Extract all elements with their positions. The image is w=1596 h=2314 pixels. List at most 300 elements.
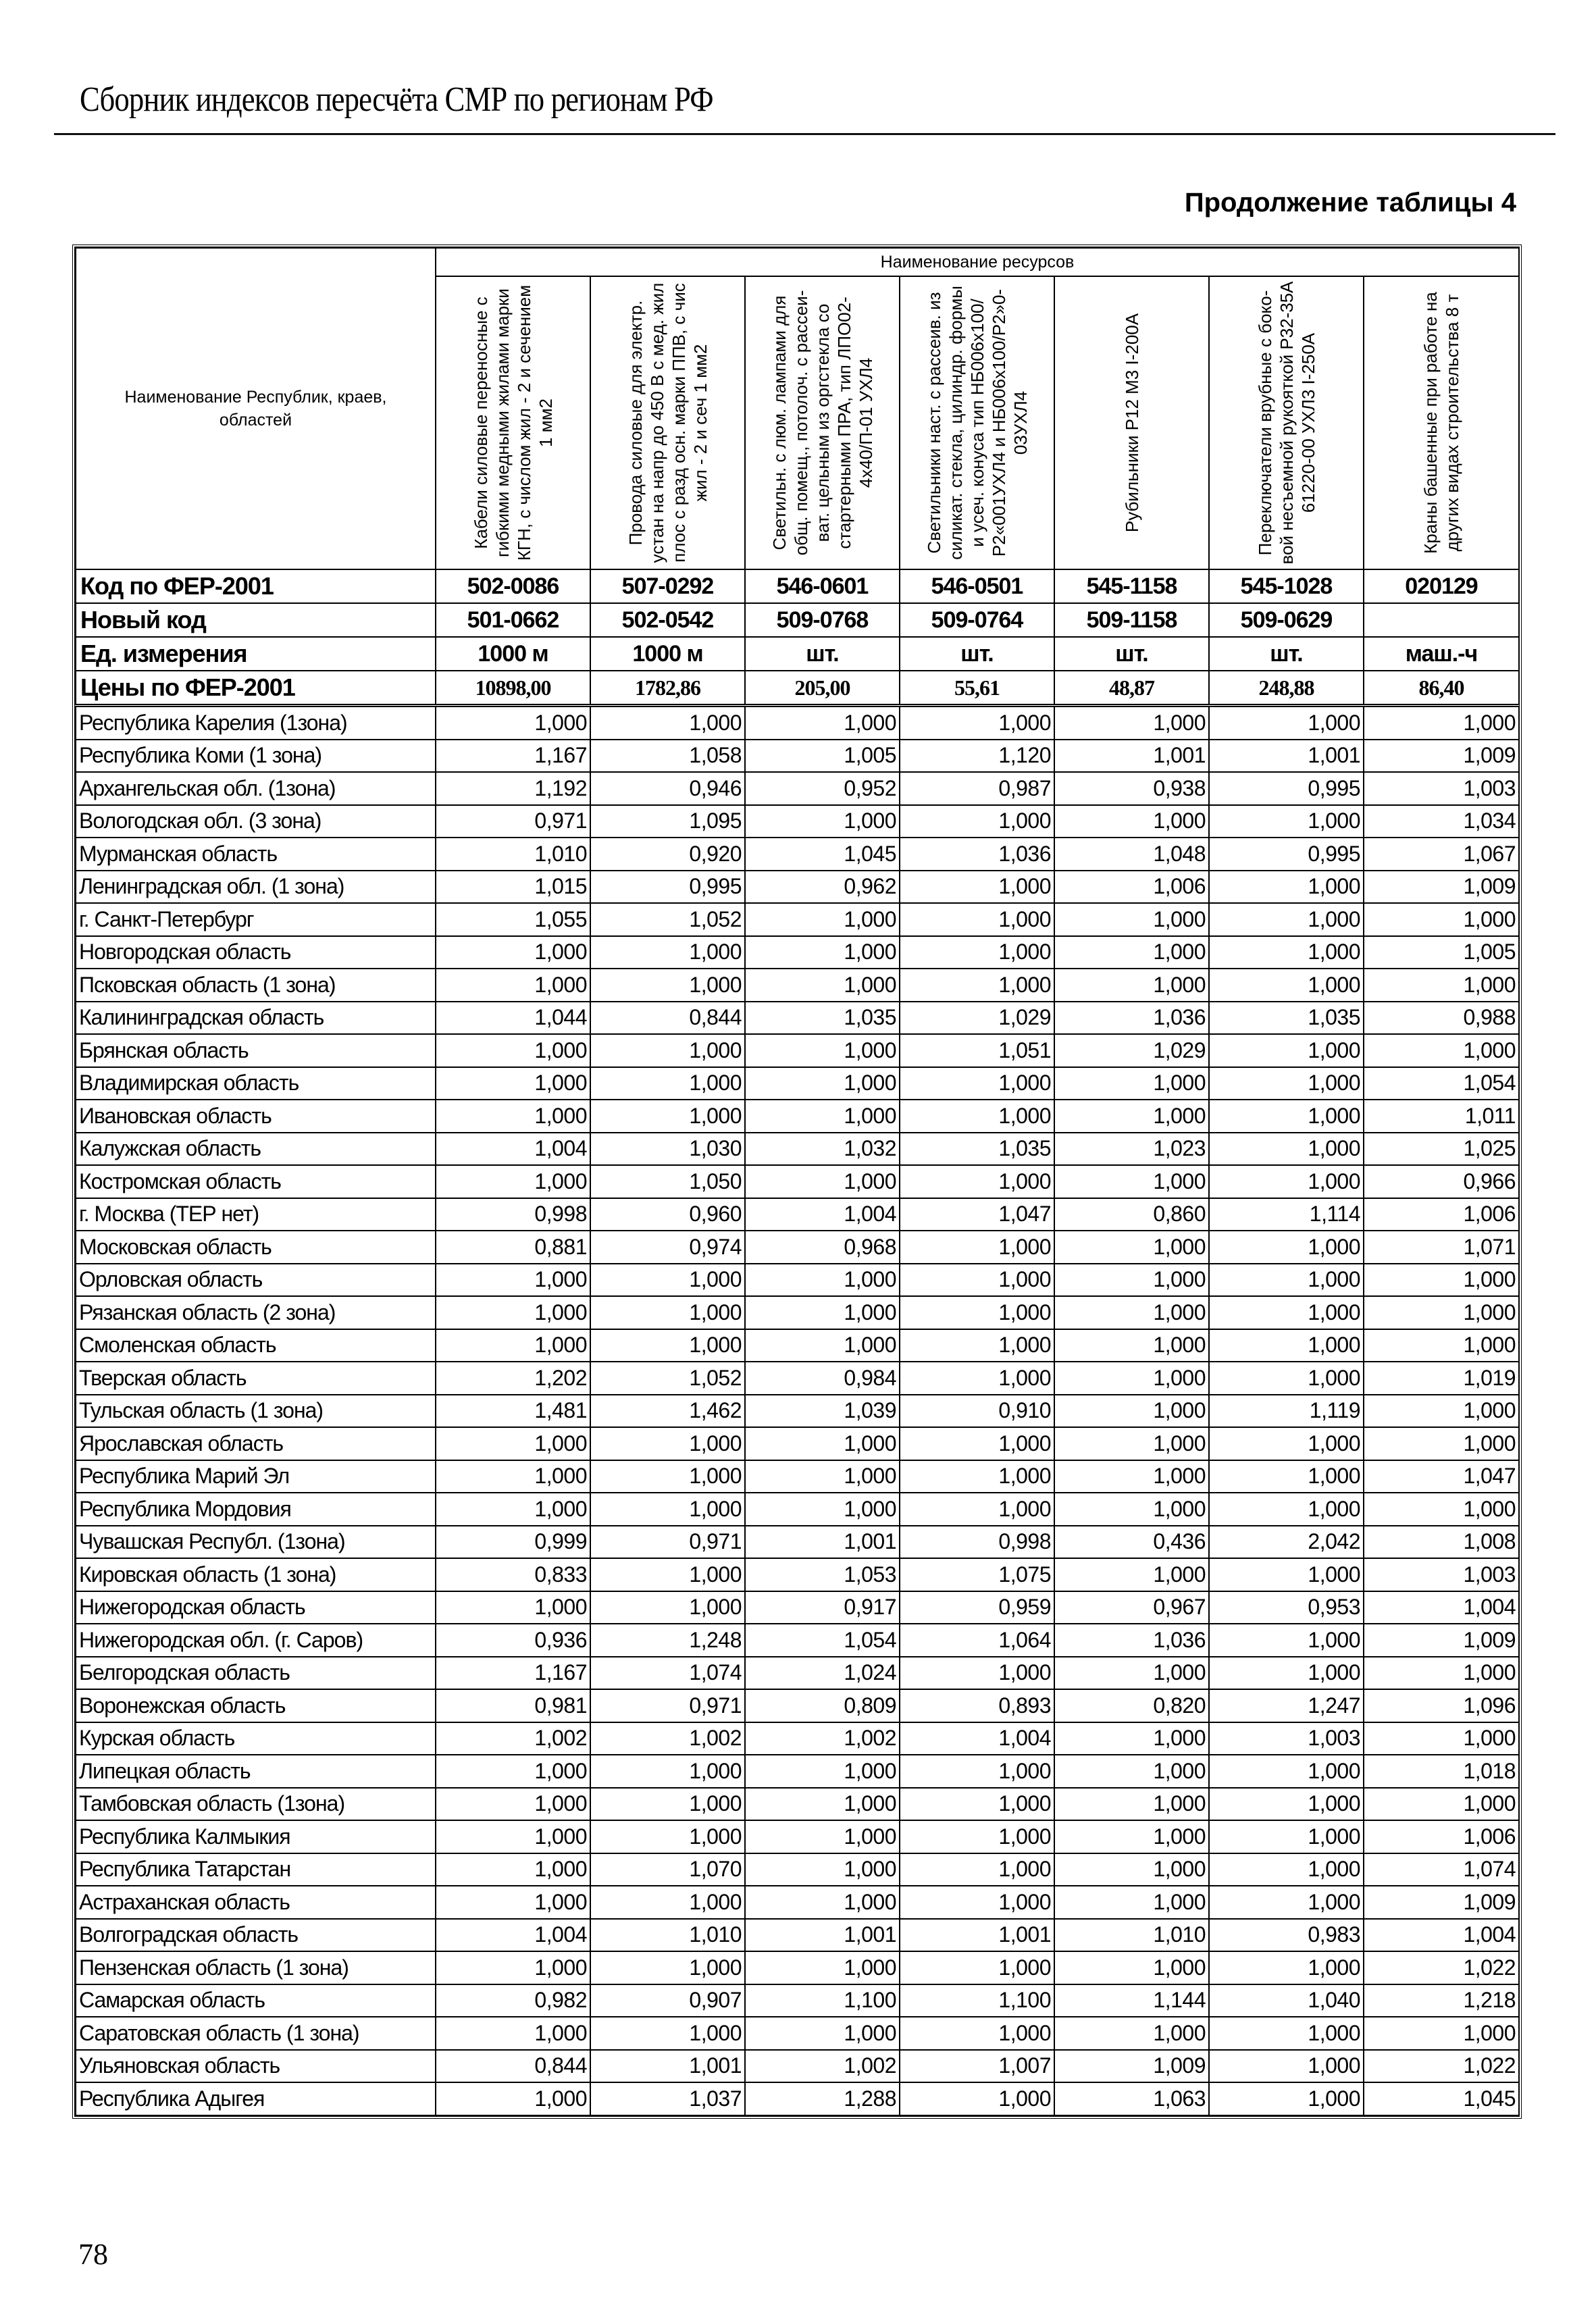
region-name-cell: Кировская область (1 зона) bbox=[76, 1558, 436, 1591]
region-name-cell: Брянская область bbox=[76, 1034, 436, 1067]
index-value-cell: 1,000 bbox=[436, 1493, 590, 1526]
region-name-cell: Тульская область (1 зона) bbox=[76, 1395, 436, 1428]
index-value-cell: 1,000 bbox=[436, 1427, 590, 1460]
unit-cell: шт. bbox=[745, 637, 900, 671]
index-value-cell: 1,006 bbox=[1364, 1198, 1519, 1231]
index-value-cell: 1,000 bbox=[1054, 1296, 1209, 1329]
index-value-cell: 1,000 bbox=[1209, 903, 1364, 936]
region-name-cell: Республика Мордовия bbox=[76, 1493, 436, 1526]
index-value-cell: 1,052 bbox=[590, 1362, 745, 1395]
page-number: 78 bbox=[78, 2238, 108, 2271]
index-value-cell: 1,001 bbox=[745, 1919, 900, 1952]
table-row bbox=[76, 1886, 1519, 1919]
index-value-cell: 1,000 bbox=[436, 1100, 590, 1133]
region-name-cell: Костромская область bbox=[76, 1165, 436, 1198]
index-value-cell: 1,000 bbox=[436, 1853, 590, 1886]
index-value-cell: 1,024 bbox=[745, 1657, 900, 1690]
table-row bbox=[76, 1100, 1519, 1133]
index-value-cell: 1,075 bbox=[900, 1558, 1054, 1591]
region-name-cell: Республика Карелия (1зона) bbox=[76, 706, 436, 740]
index-value-cell: 1,002 bbox=[745, 1722, 900, 1755]
index-value-cell: 1,063 bbox=[1054, 2082, 1209, 2115]
new-code-cell: 509-0764 bbox=[900, 603, 1054, 637]
table-row bbox=[76, 1788, 1519, 1821]
index-value-cell: 1,000 bbox=[590, 1034, 745, 1067]
resource-description: Переключатели врубные с боко-вой несъемной рукояткой Р32-35А 61220-00 УХЛ3 I-250А bbox=[1254, 281, 1318, 565]
index-value-cell: 1,000 bbox=[590, 706, 745, 740]
index-value-cell: 0,981 bbox=[436, 1689, 590, 1722]
index-value-cell: 1,022 bbox=[1364, 2050, 1519, 2083]
index-value-cell: 0,998 bbox=[900, 1526, 1054, 1559]
index-value-cell: 1,000 bbox=[1364, 1788, 1519, 1821]
table-row bbox=[76, 1165, 1519, 1198]
index-value-cell: 1,035 bbox=[1209, 1002, 1364, 1035]
index-value-cell: 1,000 bbox=[436, 1755, 590, 1788]
unit-row bbox=[76, 637, 1519, 671]
index-value-cell: 1,000 bbox=[1209, 969, 1364, 1002]
index-value-cell: 1,003 bbox=[1364, 772, 1519, 805]
index-value-cell: 1,005 bbox=[745, 740, 900, 773]
index-value-cell: 1,100 bbox=[900, 1984, 1054, 2017]
regional-index-table-container bbox=[72, 245, 1522, 2119]
price-row bbox=[76, 671, 1519, 706]
index-value-cell: 1,000 bbox=[900, 1788, 1054, 1821]
index-value-cell: 1,000 bbox=[900, 2017, 1054, 2050]
region-name-cell: Республика Калмыкия bbox=[76, 1820, 436, 1853]
index-value-cell: 1,001 bbox=[745, 1526, 900, 1559]
index-value-cell: 1,000 bbox=[1364, 969, 1519, 1002]
index-value-cell: 1,044 bbox=[436, 1002, 590, 1035]
index-value-cell: 1,000 bbox=[1209, 1493, 1364, 1526]
index-value-cell: 1,000 bbox=[1209, 1460, 1364, 1493]
table-row bbox=[76, 1329, 1519, 1362]
index-value-cell: 1,247 bbox=[1209, 1689, 1364, 1722]
region-name-cell: Республика Татарстан bbox=[76, 1853, 436, 1886]
index-value-cell: 1,004 bbox=[900, 1722, 1054, 1755]
price-cell: 86,40 bbox=[1364, 671, 1519, 706]
index-value-cell: 1,000 bbox=[1209, 1427, 1364, 1460]
index-value-cell: 1,202 bbox=[436, 1362, 590, 1395]
index-value-cell: 1,000 bbox=[590, 1591, 745, 1624]
index-value-cell: 1,037 bbox=[590, 2082, 745, 2115]
index-value-cell: 1,000 bbox=[1209, 1755, 1364, 1788]
region-name-cell: Смоленская область bbox=[76, 1329, 436, 1362]
region-name-cell: Псковская область (1 зона) bbox=[76, 969, 436, 1002]
index-value-cell: 1,000 bbox=[1364, 1296, 1519, 1329]
index-value-cell: 0,820 bbox=[1054, 1689, 1209, 1722]
index-value-cell: 1,000 bbox=[1209, 805, 1364, 838]
index-value-cell: 1,000 bbox=[900, 903, 1054, 936]
table-row bbox=[76, 1526, 1519, 1559]
fer-code-row bbox=[76, 569, 1519, 603]
index-value-cell: 1,000 bbox=[745, 1788, 900, 1821]
index-value-cell: 0,974 bbox=[590, 1231, 745, 1264]
new-code-cell: 509-1158 bbox=[1054, 603, 1209, 637]
index-value-cell: 1,003 bbox=[1364, 1558, 1519, 1591]
index-value-cell: 1,000 bbox=[590, 936, 745, 969]
index-value-cell: 1,000 bbox=[1209, 1133, 1364, 1166]
table-row bbox=[76, 1657, 1519, 1690]
index-value-cell: 1,000 bbox=[900, 1165, 1054, 1198]
new-code-cell: 501-0662 bbox=[436, 603, 590, 637]
price-cell: 10898,00 bbox=[436, 671, 590, 706]
index-value-cell: 1,029 bbox=[1054, 1034, 1209, 1067]
index-value-cell: 1,001 bbox=[1054, 740, 1209, 773]
index-value-cell: 1,030 bbox=[590, 1133, 745, 1166]
new-code-cell: 509-0768 bbox=[745, 603, 900, 637]
index-value-cell: 1,000 bbox=[1054, 1493, 1209, 1526]
index-value-cell: 1,023 bbox=[1054, 1133, 1209, 1166]
index-value-cell: 1,114 bbox=[1209, 1198, 1364, 1231]
index-value-cell: 1,000 bbox=[1209, 2017, 1364, 2050]
region-name-cell: Ярославская область bbox=[76, 1427, 436, 1460]
table-row bbox=[76, 1296, 1519, 1329]
index-value-cell: 0,960 bbox=[590, 1198, 745, 1231]
index-value-cell: 1,000 bbox=[745, 1820, 900, 1853]
index-value-cell: 1,009 bbox=[1054, 2050, 1209, 2083]
index-value-cell: 1,000 bbox=[1364, 1264, 1519, 1297]
region-name-cell: Курская область bbox=[76, 1722, 436, 1755]
index-value-cell: 0,893 bbox=[900, 1689, 1054, 1722]
region-name-cell: г. Санкт-Петербург bbox=[76, 903, 436, 936]
index-value-cell: 1,000 bbox=[436, 2082, 590, 2115]
index-value-cell: 1,000 bbox=[1209, 1558, 1364, 1591]
index-value-cell: 1,047 bbox=[1364, 1460, 1519, 1493]
index-value-cell: 0,920 bbox=[590, 838, 745, 871]
index-value-cell: 1,000 bbox=[436, 1296, 590, 1329]
index-value-cell: 1,000 bbox=[590, 1329, 745, 1362]
price-row-label: Цены по ФЕР-2001 bbox=[76, 671, 436, 706]
index-value-cell: 0,995 bbox=[1209, 838, 1364, 871]
table-row bbox=[76, 1493, 1519, 1526]
index-value-cell: 0,946 bbox=[590, 772, 745, 805]
index-value-cell: 1,000 bbox=[590, 1067, 745, 1100]
index-value-cell: 1,462 bbox=[590, 1395, 745, 1428]
resource-column-header bbox=[1209, 276, 1364, 569]
table-row bbox=[76, 1198, 1519, 1231]
index-value-cell: 1,001 bbox=[900, 1919, 1054, 1952]
table-row bbox=[76, 1820, 1519, 1853]
index-value-cell: 1,000 bbox=[1054, 1558, 1209, 1591]
resource-column-header bbox=[436, 276, 590, 569]
index-value-cell: 1,000 bbox=[436, 1460, 590, 1493]
region-name-cell: Тамбовская область (1зона) bbox=[76, 1788, 436, 1821]
region-name-cell: Республика Адыгея bbox=[76, 2082, 436, 2115]
index-value-cell: 1,000 bbox=[1209, 1820, 1364, 1853]
region-name-cell: Республика Марий Эл bbox=[76, 1460, 436, 1493]
index-value-cell: 1,000 bbox=[1209, 1296, 1364, 1329]
region-name-cell: Самарская область bbox=[76, 1984, 436, 2017]
index-value-cell: 1,000 bbox=[745, 1067, 900, 1100]
resource-column-header bbox=[900, 276, 1054, 569]
resource-column-header bbox=[1364, 276, 1519, 569]
index-value-cell: 1,120 bbox=[900, 740, 1054, 773]
index-value-cell: 1,029 bbox=[900, 1002, 1054, 1035]
index-value-cell: 1,000 bbox=[1054, 1820, 1209, 1853]
index-value-cell: 1,000 bbox=[590, 2017, 745, 2050]
index-value-cell: 1,000 bbox=[900, 1886, 1054, 1919]
index-value-cell: 1,000 bbox=[1209, 1100, 1364, 1133]
index-value-cell: 1,000 bbox=[1054, 1231, 1209, 1264]
index-value-cell: 1,000 bbox=[745, 2017, 900, 2050]
index-value-cell: 1,000 bbox=[1054, 1755, 1209, 1788]
index-value-cell: 1,000 bbox=[436, 1165, 590, 1198]
index-value-cell: 1,095 bbox=[590, 805, 745, 838]
index-value-cell: 1,000 bbox=[1364, 706, 1519, 740]
region-name-cell: Чувашская Республ. (1зона) bbox=[76, 1526, 436, 1559]
index-value-cell: 1,000 bbox=[1209, 1329, 1364, 1362]
index-value-cell: 1,000 bbox=[436, 2017, 590, 2050]
resource-column-header bbox=[590, 276, 745, 569]
index-value-cell: 1,000 bbox=[1209, 1657, 1364, 1690]
index-value-cell: 1,000 bbox=[1054, 1264, 1209, 1297]
index-value-cell: 1,009 bbox=[1364, 1886, 1519, 1919]
index-value-cell: 1,002 bbox=[590, 1722, 745, 1755]
index-value-cell: 1,000 bbox=[745, 1886, 900, 1919]
resources-group-header: Наименование ресурсов bbox=[436, 248, 1519, 276]
index-value-cell: 1,034 bbox=[1364, 805, 1519, 838]
fer-code-cell: 546-0601 bbox=[745, 569, 900, 603]
price-cell: 48,87 bbox=[1054, 671, 1209, 706]
index-value-cell: 1,000 bbox=[436, 1067, 590, 1100]
index-value-cell: 1,000 bbox=[745, 1100, 900, 1133]
index-value-cell: 1,000 bbox=[1054, 2017, 1209, 2050]
index-value-cell: 1,000 bbox=[1054, 1788, 1209, 1821]
index-value-cell: 1,009 bbox=[1364, 740, 1519, 773]
index-value-cell: 0,998 bbox=[436, 1198, 590, 1231]
index-value-cell: 1,000 bbox=[900, 969, 1054, 1002]
index-value-cell: 1,000 bbox=[1054, 1329, 1209, 1362]
unit-cell: 1000 м bbox=[590, 637, 745, 671]
index-value-cell: 1,000 bbox=[590, 1100, 745, 1133]
index-value-cell: 0,971 bbox=[590, 1526, 745, 1559]
index-value-cell: 1,000 bbox=[590, 1788, 745, 1821]
table-row bbox=[76, 1853, 1519, 1886]
index-value-cell: 0,988 bbox=[1364, 1002, 1519, 1035]
fer-code-cell: 545-1028 bbox=[1209, 569, 1364, 603]
index-value-cell: 1,000 bbox=[900, 936, 1054, 969]
index-value-cell: 0,860 bbox=[1054, 1198, 1209, 1231]
index-value-cell: 1,000 bbox=[900, 1493, 1054, 1526]
index-value-cell: 1,000 bbox=[590, 1296, 745, 1329]
index-value-cell: 1,010 bbox=[1054, 1919, 1209, 1952]
new-code-cell: 509-0629 bbox=[1209, 603, 1364, 637]
index-value-cell: 1,045 bbox=[1364, 2082, 1519, 2115]
index-value-cell: 1,000 bbox=[1054, 1100, 1209, 1133]
table-row bbox=[76, 1395, 1519, 1428]
index-value-cell: 0,952 bbox=[745, 772, 900, 805]
index-value-cell: 1,032 bbox=[745, 1133, 900, 1166]
index-value-cell: 1,000 bbox=[1209, 1165, 1364, 1198]
index-value-cell: 1,000 bbox=[745, 1427, 900, 1460]
table-row bbox=[76, 772, 1519, 805]
index-value-cell: 1,000 bbox=[900, 2082, 1054, 2115]
index-value-cell: 1,000 bbox=[1364, 1657, 1519, 1690]
index-value-cell: 1,000 bbox=[1209, 1231, 1364, 1264]
table-row bbox=[76, 1755, 1519, 1788]
table-row bbox=[76, 2050, 1519, 2083]
table-body bbox=[76, 569, 1519, 2115]
index-value-cell: 1,000 bbox=[1054, 805, 1209, 838]
index-value-cell: 0,907 bbox=[590, 1984, 745, 2017]
index-value-cell: 1,288 bbox=[745, 2082, 900, 2115]
index-value-cell: 0,962 bbox=[745, 871, 900, 904]
index-value-cell: 0,982 bbox=[436, 1984, 590, 2017]
index-value-cell: 1,000 bbox=[745, 805, 900, 838]
table-row bbox=[76, 1558, 1519, 1591]
index-value-cell: 1,000 bbox=[1054, 1362, 1209, 1395]
region-name-cell: Пензенская область (1 зона) bbox=[76, 1951, 436, 1984]
index-value-cell: 1,167 bbox=[436, 740, 590, 773]
index-value-cell: 1,000 bbox=[436, 1820, 590, 1853]
index-value-cell: 0,953 bbox=[1209, 1591, 1364, 1624]
index-value-cell: 1,000 bbox=[1209, 871, 1364, 904]
unit-cell: шт. bbox=[1209, 637, 1364, 671]
index-value-cell: 1,000 bbox=[436, 936, 590, 969]
index-value-cell: 1,000 bbox=[436, 1886, 590, 1919]
index-value-cell: 1,000 bbox=[590, 1558, 745, 1591]
header-rule bbox=[54, 133, 1555, 135]
index-value-cell: 1,000 bbox=[1209, 2050, 1364, 2083]
index-value-cell: 1,144 bbox=[1054, 1984, 1209, 2017]
index-value-cell: 1,054 bbox=[745, 1624, 900, 1657]
index-value-cell: 1,000 bbox=[436, 706, 590, 740]
index-value-cell: 1,000 bbox=[745, 1460, 900, 1493]
index-value-cell: 1,000 bbox=[1364, 1329, 1519, 1362]
index-value-cell: 1,100 bbox=[745, 1984, 900, 2017]
table-row bbox=[76, 969, 1519, 1002]
index-value-cell: 1,000 bbox=[436, 1034, 590, 1067]
index-value-cell: 1,064 bbox=[900, 1624, 1054, 1657]
index-value-cell: 1,000 bbox=[900, 1264, 1054, 1297]
index-value-cell: 1,000 bbox=[745, 969, 900, 1002]
index-value-cell: 0,809 bbox=[745, 1689, 900, 1722]
index-value-cell: 1,000 bbox=[590, 1755, 745, 1788]
index-value-cell: 1,000 bbox=[590, 1886, 745, 1919]
fer-code-cell: 502-0086 bbox=[436, 569, 590, 603]
index-value-cell: 1,058 bbox=[590, 740, 745, 773]
index-value-cell: 1,036 bbox=[1054, 1002, 1209, 1035]
table-row bbox=[76, 1591, 1519, 1624]
index-value-cell: 1,000 bbox=[1209, 1034, 1364, 1067]
table-row bbox=[76, 1919, 1519, 1952]
table-row bbox=[76, 1460, 1519, 1493]
unit-cell: 1000 м bbox=[436, 637, 590, 671]
region-name-cell: Нижегородская обл. (г. Саров) bbox=[76, 1624, 436, 1657]
table-row bbox=[76, 1264, 1519, 1297]
index-value-cell: 0,967 bbox=[1054, 1591, 1209, 1624]
index-value-cell: 1,000 bbox=[1209, 1886, 1364, 1919]
unit-cell: шт. bbox=[900, 637, 1054, 671]
index-value-cell: 1,000 bbox=[1054, 1722, 1209, 1755]
index-value-cell: 0,999 bbox=[436, 1526, 590, 1559]
region-name-cell: Калужская область bbox=[76, 1133, 436, 1166]
index-value-cell: 1,000 bbox=[900, 1231, 1054, 1264]
index-value-cell: 1,022 bbox=[1364, 1951, 1519, 1984]
index-value-cell: 1,000 bbox=[436, 1329, 590, 1362]
index-value-cell: 1,000 bbox=[590, 1460, 745, 1493]
index-value-cell: 1,000 bbox=[1054, 1165, 1209, 1198]
index-value-cell: 0,984 bbox=[745, 1362, 900, 1395]
index-value-cell: 1,000 bbox=[1054, 1657, 1209, 1690]
region-name-cell: Ульяновская область bbox=[76, 2050, 436, 2083]
index-value-cell: 1,010 bbox=[436, 838, 590, 871]
new-code-row bbox=[76, 603, 1519, 637]
index-value-cell: 1,000 bbox=[590, 1951, 745, 1984]
price-cell: 248,88 bbox=[1209, 671, 1364, 706]
index-value-cell: 0,938 bbox=[1054, 772, 1209, 805]
index-value-cell: 1,002 bbox=[745, 2050, 900, 2083]
region-name-cell: Саратовская область (1 зона) bbox=[76, 2017, 436, 2050]
index-value-cell: 0,833 bbox=[436, 1558, 590, 1591]
index-value-cell: 1,019 bbox=[1364, 1362, 1519, 1395]
index-value-cell: 1,055 bbox=[436, 903, 590, 936]
index-value-cell: 1,000 bbox=[745, 903, 900, 936]
index-value-cell: 1,007 bbox=[900, 2050, 1054, 2083]
index-value-cell: 1,004 bbox=[745, 1198, 900, 1231]
region-name-cell: Калининградская область bbox=[76, 1002, 436, 1035]
table-row bbox=[76, 805, 1519, 838]
index-value-cell: 1,000 bbox=[745, 1853, 900, 1886]
region-name-cell: Вологодская обл. (3 зона) bbox=[76, 805, 436, 838]
table-row bbox=[76, 838, 1519, 871]
index-value-cell: 1,053 bbox=[745, 1558, 900, 1591]
table-row bbox=[76, 1951, 1519, 1984]
table-row bbox=[76, 1362, 1519, 1395]
index-value-cell: 1,000 bbox=[1209, 1067, 1364, 1100]
index-value-cell: 1,000 bbox=[900, 1067, 1054, 1100]
index-value-cell: 1,067 bbox=[1364, 838, 1519, 871]
region-name-cell: Рязанская область (2 зона) bbox=[76, 1296, 436, 1329]
index-value-cell: 1,005 bbox=[1364, 936, 1519, 969]
index-value-cell: 1,000 bbox=[900, 1755, 1054, 1788]
region-name-cell: Орловская область bbox=[76, 1264, 436, 1297]
index-value-cell: 1,000 bbox=[1364, 903, 1519, 936]
unit-row-label: Ед. измерения bbox=[76, 637, 436, 671]
region-name-cell: Нижегородская область bbox=[76, 1591, 436, 1624]
unit-cell: шт. bbox=[1054, 637, 1209, 671]
index-value-cell: 1,192 bbox=[436, 772, 590, 805]
index-value-cell: 1,000 bbox=[1209, 2082, 1364, 2115]
table-row bbox=[76, 2082, 1519, 2115]
region-name-cell: Республика Коми (1 зона) bbox=[76, 740, 436, 773]
index-value-cell: 1,000 bbox=[590, 969, 745, 1002]
table-row bbox=[76, 1722, 1519, 1755]
index-value-cell: 1,000 bbox=[745, 706, 900, 740]
fer-code-cell: 546-0501 bbox=[900, 569, 1054, 603]
region-name-cell: Московская область bbox=[76, 1231, 436, 1264]
table-row bbox=[76, 1133, 1519, 1166]
price-cell: 1782,86 bbox=[590, 671, 745, 706]
index-value-cell: 1,009 bbox=[1364, 1624, 1519, 1657]
region-name-cell: Новгородская область bbox=[76, 936, 436, 969]
index-value-cell: 1,000 bbox=[900, 1296, 1054, 1329]
index-value-cell: 0,966 bbox=[1364, 1165, 1519, 1198]
table-row bbox=[76, 936, 1519, 969]
page-header-title: Сборник индексов пересчёта СМР по регионам РФ bbox=[80, 80, 713, 119]
index-value-cell: 1,004 bbox=[436, 1919, 590, 1952]
index-value-cell: 1,036 bbox=[1054, 1624, 1209, 1657]
index-value-cell: 1,000 bbox=[436, 1951, 590, 1984]
index-value-cell: 1,074 bbox=[590, 1657, 745, 1690]
index-value-cell: 1,001 bbox=[590, 2050, 745, 2083]
index-value-cell: 1,000 bbox=[436, 1788, 590, 1821]
resource-description: Рубильники Р12 М3 I-200А bbox=[1121, 313, 1142, 533]
index-value-cell: 1,000 bbox=[1054, 936, 1209, 969]
index-value-cell: 0,968 bbox=[745, 1231, 900, 1264]
index-value-cell: 0,917 bbox=[745, 1591, 900, 1624]
index-value-cell: 1,015 bbox=[436, 871, 590, 904]
